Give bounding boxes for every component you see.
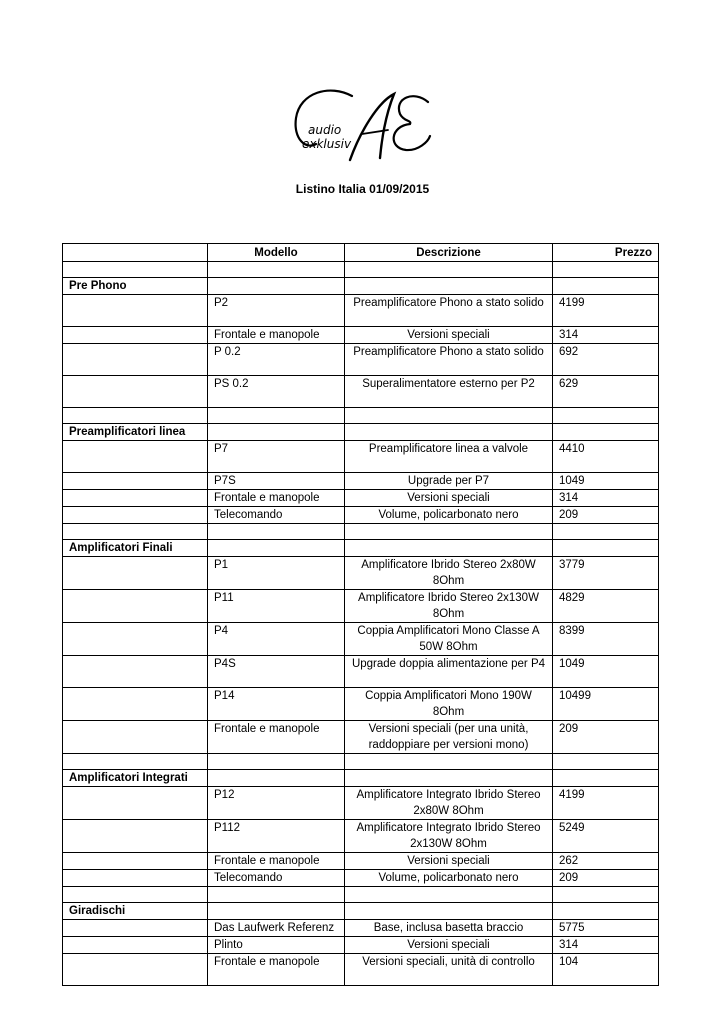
table-row [63,721,659,754]
header-description: Descrizione [345,244,553,262]
table-row [63,424,659,441]
model-cell: Frontale e manopole [208,853,345,870]
model-cell [208,278,345,295]
category-cell [63,490,208,507]
table-row [63,954,659,986]
price-cell: 8399 [553,623,659,656]
description-cell: Volume, policarbonato nero [345,870,553,887]
model-cell: P112 [208,820,345,853]
price-cell: 314 [553,490,659,507]
description-cell: Preamplificatore Phono a stato solido [345,344,553,376]
price-cell: 104 [553,954,659,986]
category-cell: Preamplificatori linea [63,424,208,441]
table-row [63,473,659,490]
price-cell: 1049 [553,473,659,490]
price-cell: 4199 [553,295,659,327]
category-cell [63,524,208,540]
model-cell: Das Laufwerk Referenz [208,920,345,937]
price-cell: 314 [553,937,659,954]
category-cell [63,623,208,656]
price-cell: 10499 [553,688,659,721]
model-cell [208,408,345,424]
price-cell [553,408,659,424]
category-cell [63,920,208,937]
table-row [63,490,659,507]
category-cell [63,870,208,887]
table-row [63,327,659,344]
table-row [63,344,659,376]
logo-text-audio: audio [308,123,342,137]
category-cell [63,887,208,903]
model-cell [208,887,345,903]
audio-exklusiv-logo [290,84,440,174]
table-row [63,820,659,853]
category-cell [63,344,208,376]
description-cell [345,278,553,295]
category-cell: Amplificatori Finali [63,540,208,557]
price-cell: 3779 [553,557,659,590]
model-cell: Frontale e manopole [208,327,345,344]
table-row [63,903,659,920]
category-cell [63,853,208,870]
category-cell [63,408,208,424]
price-cell [553,278,659,295]
price-cell: 629 [553,376,659,408]
category-cell [63,787,208,820]
model-cell: P14 [208,688,345,721]
category-cell [63,820,208,853]
table-row [63,853,659,870]
price-cell [553,754,659,770]
description-cell: Amplificatore Integrato Ibrido Stereo 2x130W 8Ohm [345,820,553,853]
description-cell [345,262,553,278]
header-price: Prezzo [553,244,659,262]
category-cell [63,754,208,770]
table-row [63,887,659,903]
model-cell [208,540,345,557]
description-cell [345,524,553,540]
category-cell [63,295,208,327]
category-cell: Pre Phono [63,278,208,295]
model-cell: Frontale e manopole [208,721,345,754]
table-row [63,295,659,327]
price-cell [553,424,659,441]
price-cell: 1049 [553,656,659,688]
price-cell: 4410 [553,441,659,473]
price-cell: 209 [553,870,659,887]
model-cell: Telecomando [208,507,345,524]
price-cell [553,903,659,920]
description-cell: Versioni speciali [345,327,553,344]
description-cell: Versioni speciali (per una unità, raddoppiare per versioni mono) [345,721,553,754]
description-cell: Versioni speciali [345,853,553,870]
model-cell: P 0.2 [208,344,345,376]
price-cell [553,262,659,278]
table-row [63,754,659,770]
header-model: Modello [208,244,345,262]
price-cell: 692 [553,344,659,376]
description-cell [345,754,553,770]
model-cell: P4 [208,623,345,656]
price-cell [553,540,659,557]
category-cell [63,557,208,590]
table-row [63,688,659,721]
table-row [63,507,659,524]
logo-text-exklusiv: exklusiv [302,137,352,151]
model-cell: P7S [208,473,345,490]
table-row [63,557,659,590]
model-cell: Frontale e manopole [208,954,345,986]
category-cell [63,721,208,754]
description-cell [345,887,553,903]
table-row [63,262,659,278]
description-cell [345,540,553,557]
table-row [63,590,659,623]
model-cell: Plinto [208,937,345,954]
category-cell [63,937,208,954]
model-cell [208,754,345,770]
description-cell: Superalimentatore esterno per P2 [345,376,553,408]
price-cell [553,524,659,540]
description-cell: Versioni speciali [345,937,553,954]
table-row [63,540,659,557]
document-title: Listino Italia 01/09/2015 [295,182,430,196]
description-cell: Versioni speciali [345,490,553,507]
model-cell [208,262,345,278]
price-cell: 5249 [553,820,659,853]
model-cell: P2 [208,295,345,327]
description-cell: Amplificatore Integrato Ibrido Stereo 2x80W 8Ohm [345,787,553,820]
table-body [63,262,659,986]
category-cell: Giradischi [63,903,208,920]
table-row [63,376,659,408]
header-category [63,244,208,262]
description-cell: Preamplificatore Phono a stato solido [345,295,553,327]
description-cell [345,424,553,441]
description-cell: Upgrade per P7 [345,473,553,490]
category-cell [63,656,208,688]
category-cell [63,327,208,344]
model-cell: P11 [208,590,345,623]
table-row [63,524,659,540]
category-cell [63,262,208,278]
description-cell [345,770,553,787]
description-cell: Upgrade doppia alimentazione per P4 [345,656,553,688]
description-cell: Coppia Amplificatori Mono 190W 8Ohm [345,688,553,721]
category-cell [63,688,208,721]
description-cell: Coppia Amplificatori Mono Classe A 50W 8Ohm [345,623,553,656]
model-cell: P4S [208,656,345,688]
table-row [63,408,659,424]
model-cell [208,424,345,441]
model-cell: PS 0.2 [208,376,345,408]
model-cell: P7 [208,441,345,473]
price-cell: 262 [553,853,659,870]
table-row [63,937,659,954]
price-cell: 5775 [553,920,659,937]
price-cell [553,770,659,787]
model-cell [208,770,345,787]
category-cell [63,441,208,473]
table-row [63,441,659,473]
description-cell [345,903,553,920]
price-cell: 209 [553,721,659,754]
table-header-row [63,244,659,262]
table-row [63,870,659,887]
table-row [63,920,659,937]
description-cell: Amplificatore Ibrido Stereo 2x130W 8Ohm [345,590,553,623]
table-row [63,623,659,656]
model-cell: Frontale e manopole [208,490,345,507]
model-cell [208,524,345,540]
description-cell: Volume, policarbonato nero [345,507,553,524]
category-cell: Amplificatori Integrati [63,770,208,787]
category-cell [63,507,208,524]
table-row [63,770,659,787]
price-cell: 209 [553,507,659,524]
price-list-table [62,243,659,986]
category-cell [63,590,208,623]
category-cell [63,954,208,986]
description-cell: Preamplificatore linea a valvole [345,441,553,473]
category-cell [63,376,208,408]
table-row [63,787,659,820]
description-cell [345,408,553,424]
description-cell: Base, inclusa basetta braccio [345,920,553,937]
description-cell: Amplificatore Ibrido Stereo 2x80W 8Ohm [345,557,553,590]
description-cell: Versioni speciali, unità di controllo [345,954,553,986]
model-cell: P12 [208,787,345,820]
price-cell: 4199 [553,787,659,820]
category-cell [63,473,208,490]
price-cell: 4829 [553,590,659,623]
model-cell: Telecomando [208,870,345,887]
price-cell: 314 [553,327,659,344]
model-cell: P1 [208,557,345,590]
table-row [63,278,659,295]
table-row [63,656,659,688]
model-cell [208,903,345,920]
price-cell [553,887,659,903]
